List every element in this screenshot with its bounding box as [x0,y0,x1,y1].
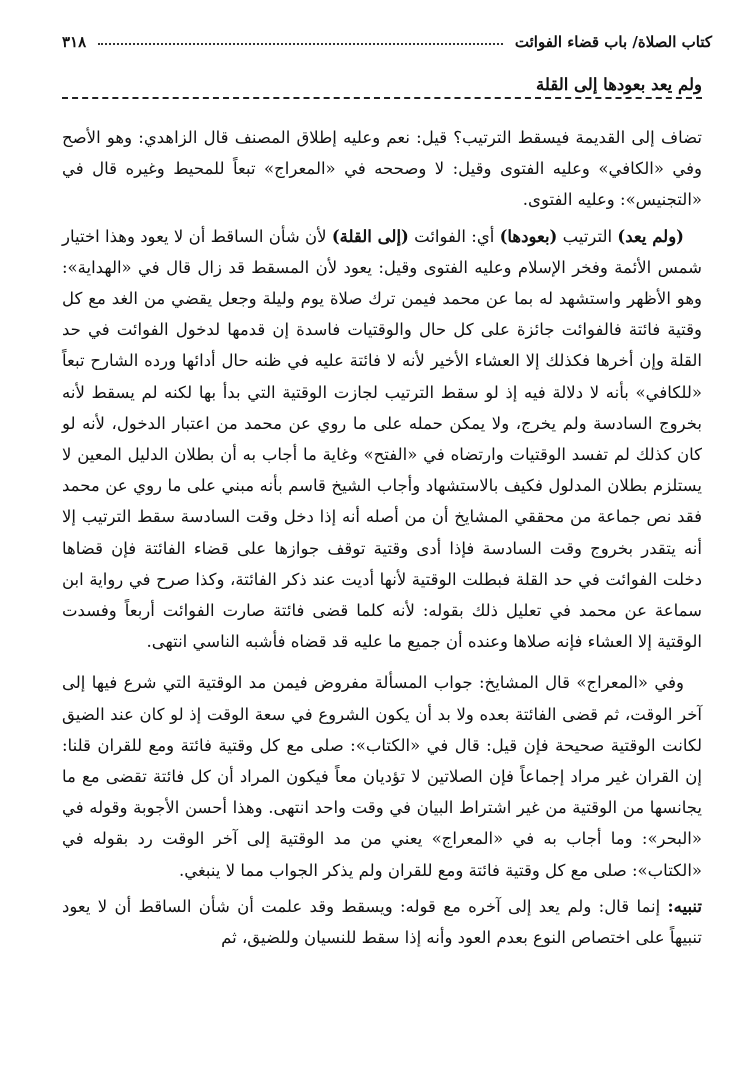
commentary-body [62,122,702,953]
paragraph-segment: إنما قال: ولم يعد إلى آخره مع قوله: ويسقط وقد علمت أن شأن الساقط أن لا يعود تنبيهاً على اختصاص النوع بعدم العود وأنه إذا سقط للنسيان وللضيق، ثم [62,896,702,948]
matn-quote: (بعودها) [499,226,558,246]
paragraph [62,891,702,953]
paragraph [62,221,702,658]
paragraph-segment: أي: الفوائت [408,226,500,246]
header-dotted-rule [98,43,503,45]
paragraph [62,122,702,216]
paragraph-segment: تضاف إلى القديمة فيسقط الترتيب؟ قيل: نعم وعليه إطلاق المصنف قال الزاهدي: وهو الأصح وفي «الكافي» وعليه الفتوى وقيل: لا وصححه في «المعراج» تبعاً للمحيط وغيره قال في «التجنيس»: وعليه الفتوى. [62,128,702,210]
matn-text: ولم يعد بعودها إلى القلة [536,75,702,94]
matn-quote: (إلى القلة) [331,226,409,246]
header-title: كتاب الصلاة/ باب قضاء الفوائت [514,33,712,51]
note-label: تنبيه: [667,896,702,916]
running-header [62,30,712,54]
page-number: ٣١٨ [62,33,87,51]
paragraph-segment: وفي «المعراج» قال المشايخ: جواب المسألة مفروض فيمن مد الوقتية التي شرع فيها إلى آخر الوقت، ثم قضى الفائتة بعده ولا بد أن يكون الشروع في سعة الوقت إذ لو كان عند الضيق لكانت الوقتية صحيحة فإن قيل: قال في «الكتاب»: صلى مع كل وقتية فائتة ومع للقران قلنا: إن القران غير مراد إجماعاً فإن الصلاتين لا تؤديان معاً فيكون المراد أن كل فائتة تقضى مع ما يجانسها من الوقتية من غير اشتراط البيان في وقت واحد انتهى. وهذا أحسن الأجوبة وقوله في «البحر»: وما أجاب به في «المعراج» يعني من مد الوقتية إلى آخر الوقت رد بقوله في «الكتاب»: صلى مع كل وقتية فائتة ومع للقران ولم يذكر الجواب مما لا ينبغي. [62,673,702,880]
paragraph-segment: الترتيب [557,226,618,246]
matn-quote: (ولم يعد) [617,226,684,246]
paragraph [62,667,702,885]
paragraph-segment: لأن شأن الساقط أن لا يعود وهذا اختيار شمس الأئمة وفخر الإسلام وعليه الفتوى وقيل: يعود لأن المسقط قد زال قال في «الهداية»: وهو الأظهر واستشهد له بما عن محمد فيمن ترك صلاة يوم وليلة وجعل يقضي من الغد مع كل وقتية فائتة فالفوائت جائزة على كل حال والوقتيات فاسدة إن قدمها لدخول الفوائت في حد القلة وإن أخرها فكذلك إلا العشاء الأخير لأنه لا فائتة عليه في ظنه حال أدائها ورده الشارح تبعاً «للكافي» بأنه لا دلالة فيه إذ لو سقط الترتيب لجازت الوقتية التي بدأ بها لكنه لم يسقط لأنه بخروج السادسة ولم يخرج، ولا يمكن حمله على ما روي عن محمد من اعتبار الدخول، لأنه لو كان كذلك لم تفسد الوقتيات وارتضاه في «الفتح» وغاية ما أجاب به أن بطلان الدليل المعين لا يستلزم بطلان المدلول فكيف بالاستشهاد وأجاب الشيخ قاسم بأنه مبني على ما روي عن محمد فقد نص جماعة من محققي المشايخ أن من أصله أنه إذا دخل وقت السادسة سقط الترتيب إلا أنه يتقدر بخروج وقت السادسة فإذا أدى وقتية توقف جوازها على قضاء الفائتة فإن قضاها دخلت الفوائت في حد القلة فبطلت الوقتية لأنها أديت عند ذكر الفائتة، وكذا صرح في رواية ابن سماعة عن محمد في تعليل ذلك بقوله: لأنه كلما قضى فائتة صارت الفوائت أربعاً وفسدت الوقتية إلا العشاء فإنه صلاها وعنده أن جميع ما عليه قد قضاه فأشبه الناسي انتهى. [62,226,702,652]
matn-divider [62,97,702,99]
